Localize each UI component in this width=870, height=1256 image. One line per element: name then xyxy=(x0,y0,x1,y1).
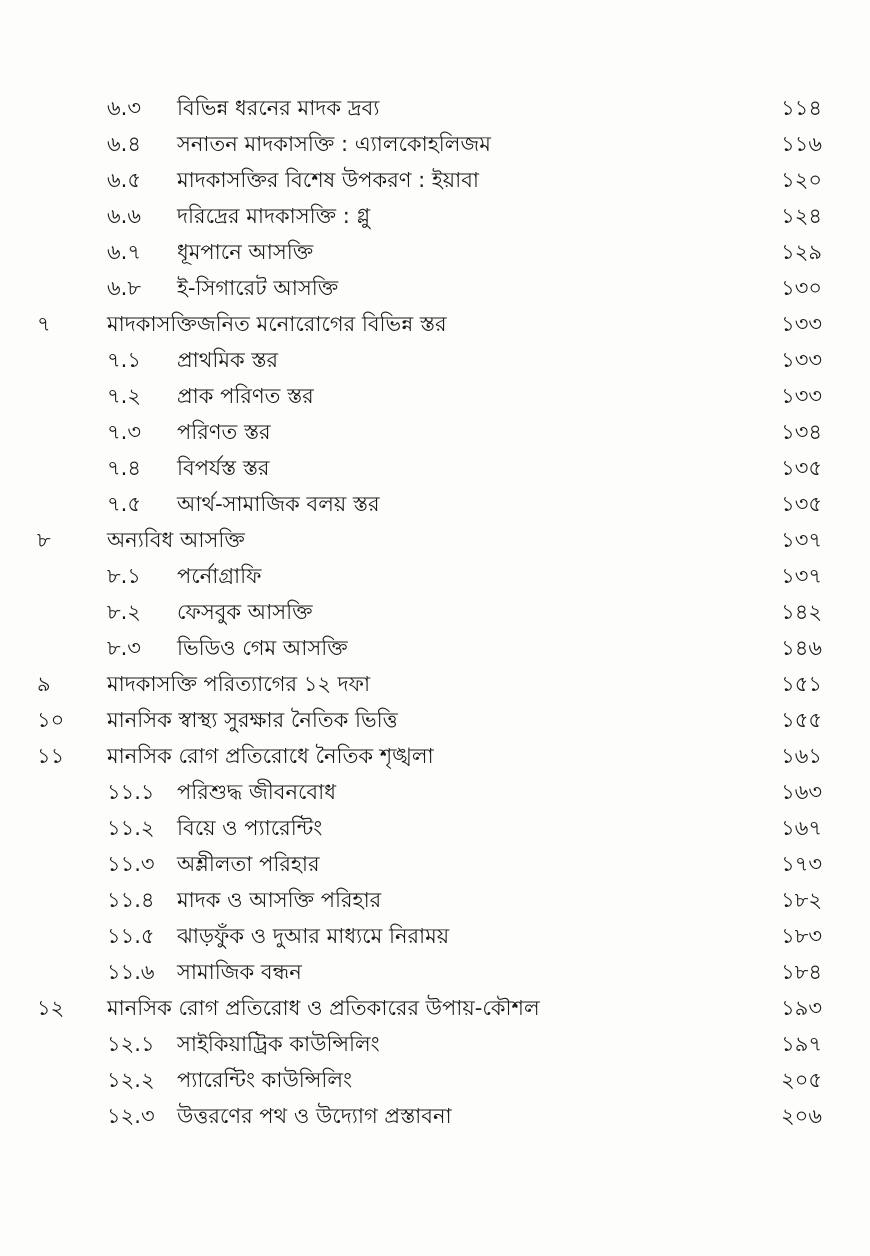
toc-section-row xyxy=(0,90,870,126)
toc-entry-number: ১১.৫ xyxy=(107,924,155,948)
toc-entry-title: ধূমপানে আসক্তি xyxy=(177,240,314,264)
toc-entry-number: ৭.৪ xyxy=(107,456,141,480)
toc-entry-page-number: ১৩৭ xyxy=(781,564,822,588)
toc-entry-title: দরিদ্রের মাদকাসক্তি : গ্লু xyxy=(177,204,371,228)
toc-section-row xyxy=(0,126,870,162)
toc-entry-title: অন্যবিধ আসক্তি xyxy=(107,528,245,552)
toc-entry-page-number: ১৪৬ xyxy=(781,636,822,660)
toc-entry-title: বিপর্যস্ত স্তর xyxy=(177,456,270,480)
toc-entry-title: পরিণত স্তর xyxy=(177,420,271,444)
toc-entry-page-number: ১৬৭ xyxy=(781,816,822,840)
toc-entry-page-number: ১৩৫ xyxy=(781,456,822,480)
toc-entry-number: ৬.৮ xyxy=(107,276,141,300)
toc-entry-number: ৭.৫ xyxy=(107,492,141,516)
toc-chapter-row xyxy=(0,990,870,1026)
toc-chapter-row xyxy=(0,738,870,774)
toc-section-row xyxy=(0,1098,870,1134)
toc-section-row xyxy=(0,270,870,306)
toc-entry-page-number: ১২৯ xyxy=(781,240,822,264)
toc-chapter-row xyxy=(0,702,870,738)
toc-entry-page-number: ১৩৪ xyxy=(781,420,822,444)
toc-entry-page-number: ১৬৩ xyxy=(781,780,822,804)
toc-entry-number: ১০ xyxy=(37,708,65,732)
toc-section-row xyxy=(0,198,870,234)
toc-section-row xyxy=(0,414,870,450)
toc-entry-number: ৭.১ xyxy=(107,348,141,372)
toc-entry-page-number: ১৬১ xyxy=(781,744,822,768)
toc-entry-page-number: ১২৪ xyxy=(781,204,822,228)
toc-entry-number: ৭.৩ xyxy=(107,420,141,444)
toc-section-row xyxy=(0,774,870,810)
toc-entry-title: মানসিক রোগ প্রতিরোধে নৈতিক শৃঙ্খলা xyxy=(107,744,434,768)
toc-entry-page-number: ১৩৩ xyxy=(781,348,822,372)
toc-entry-title: ভিডিও গেম আসক্তি xyxy=(177,636,348,660)
toc-entry-title: সনাতন মাদকাসক্তি : এ্যালকোহলিজম xyxy=(177,132,491,156)
toc-entry-page-number: ১২০ xyxy=(781,168,822,192)
toc-entry-number: ৭.২ xyxy=(107,384,141,408)
toc-entry-title: আর্থ-সামাজিক বলয় স্তর xyxy=(177,492,380,516)
toc-section-row xyxy=(0,882,870,918)
toc-entry-number: ১২.২ xyxy=(107,1068,155,1092)
toc-entry-title: পরিশুদ্ধ জীবনবোধ xyxy=(177,780,336,804)
toc-entry-number: ৮ xyxy=(37,528,51,552)
toc-section-row xyxy=(0,1062,870,1098)
toc-entry-title: উত্তরণের পথ ও উদ্যোগ প্রস্তাবনা xyxy=(177,1104,452,1128)
toc-section-row xyxy=(0,1026,870,1062)
toc-entry-title: পর্নোগ্রাফি xyxy=(177,564,262,588)
toc-section-row xyxy=(0,630,870,666)
toc-entry-page-number: ১৮৩ xyxy=(781,924,822,948)
toc-entry-title: ফেসবুক আসক্তি xyxy=(177,600,313,624)
toc-entry-title: মাদক ও আসক্তি পরিহার xyxy=(177,888,382,912)
toc-entry-page-number: ১৪২ xyxy=(781,600,822,624)
toc-entry-title: মাদকাসক্তির বিশেষ উপকরণ : ইয়াবা xyxy=(177,168,480,192)
toc-entry-number: ৮.৩ xyxy=(107,636,141,660)
toc-entry-number: ৭ xyxy=(37,312,51,336)
toc-entry-number: ১১.২ xyxy=(107,816,155,840)
toc-entry-page-number: ২০৬ xyxy=(781,1104,822,1128)
toc-section-row xyxy=(0,378,870,414)
toc-entry-number: ১১.১ xyxy=(107,780,155,804)
toc-section-row xyxy=(0,846,870,882)
toc-entry-page-number: ১১৬ xyxy=(781,132,822,156)
toc-section-row xyxy=(0,342,870,378)
toc-entry-page-number: ১৩০ xyxy=(781,276,822,300)
toc-entry-title: সামাজিক বন্ধন xyxy=(177,960,302,984)
toc-entry-title: অশ্লীলতা পরিহার xyxy=(177,852,320,876)
toc-entry-title: মাদকাসক্তি পরিত্যাগের ১২ দফা xyxy=(107,672,371,696)
toc-entry-number: ১১ xyxy=(37,744,65,768)
toc-entry-page-number: ১৩৩ xyxy=(781,312,822,336)
toc-entry-page-number: ১৭৩ xyxy=(781,852,822,876)
toc-entry-page-number: ১৮৪ xyxy=(781,960,822,984)
toc-entry-number: ৬.৪ xyxy=(107,132,141,156)
toc-entry-title: বিভিন্ন ধরনের মাদক দ্রব্য xyxy=(177,96,380,120)
toc-entry-title: প্রাথমিক স্তর xyxy=(177,348,279,372)
toc-entry-title: মানসিক স্বাস্থ্য সুরক্ষার নৈতিক ভিত্তি xyxy=(107,708,398,732)
toc-entry-title: বিয়ে ও প্যারেন্টিং xyxy=(177,816,323,840)
toc-entry-number: ৬.৫ xyxy=(107,168,141,192)
toc-section-row xyxy=(0,234,870,270)
toc-chapter-row xyxy=(0,522,870,558)
toc-entry-number: ১২.১ xyxy=(107,1032,155,1056)
toc-entry-page-number: ১৮২ xyxy=(781,888,822,912)
toc-entry-title: ঝাড়ফুঁক ও দুআর মাধ্যমে নিরাময় xyxy=(177,924,450,948)
toc-chapter-row xyxy=(0,306,870,342)
table-of-contents xyxy=(0,90,870,1134)
toc-entry-page-number: ১১৪ xyxy=(781,96,822,120)
toc-entry-title: মাদকাসক্তিজনিত মনোরোগের বিভিন্ন স্তর xyxy=(107,312,447,336)
toc-entry-number: ১১.৬ xyxy=(107,960,155,984)
toc-entry-number: ১২ xyxy=(37,996,65,1020)
toc-entry-page-number: ১৩৫ xyxy=(781,492,822,516)
toc-section-row xyxy=(0,954,870,990)
toc-section-row xyxy=(0,594,870,630)
toc-section-row xyxy=(0,810,870,846)
toc-section-row xyxy=(0,162,870,198)
toc-section-row xyxy=(0,558,870,594)
toc-entry-number: ৮.১ xyxy=(107,564,141,588)
toc-entry-title: মানসিক রোগ প্রতিরোধ ও প্রতিকারের উপায়-কৌশল xyxy=(107,996,540,1020)
toc-entry-number: ৬.৬ xyxy=(107,204,141,228)
toc-entry-title: সাইকিয়াট্রিক কাউন্সিলিং xyxy=(177,1032,380,1056)
toc-entry-number: ৯ xyxy=(37,672,51,696)
toc-section-row xyxy=(0,486,870,522)
toc-entry-number: ১১.৪ xyxy=(107,888,155,912)
toc-entry-number: ৮.২ xyxy=(107,600,141,624)
toc-entry-number: ৬.৩ xyxy=(107,96,141,120)
toc-chapter-row xyxy=(0,666,870,702)
toc-entry-page-number: ১৯৭ xyxy=(781,1032,822,1056)
toc-section-row xyxy=(0,918,870,954)
toc-section-row xyxy=(0,450,870,486)
toc-entry-page-number: ১৫১ xyxy=(781,672,822,696)
toc-entry-page-number: ১৩৭ xyxy=(781,528,822,552)
toc-entry-page-number: ১৫৫ xyxy=(781,708,822,732)
toc-entry-title: প্যারেন্টিং কাউন্সিলিং xyxy=(177,1068,353,1092)
toc-entry-number: ১২.৩ xyxy=(107,1104,155,1128)
toc-entry-page-number: ১৯৩ xyxy=(781,996,822,1020)
toc-entry-number: ১১.৩ xyxy=(107,852,155,876)
toc-entry-title: প্রাক পরিণত স্তর xyxy=(177,384,314,408)
toc-entry-page-number: ২০৫ xyxy=(781,1068,822,1092)
toc-entry-number: ৬.৭ xyxy=(107,240,141,264)
toc-entry-page-number: ১৩৩ xyxy=(781,384,822,408)
toc-entry-title: ই-সিগারেট আসক্তি xyxy=(177,276,339,300)
